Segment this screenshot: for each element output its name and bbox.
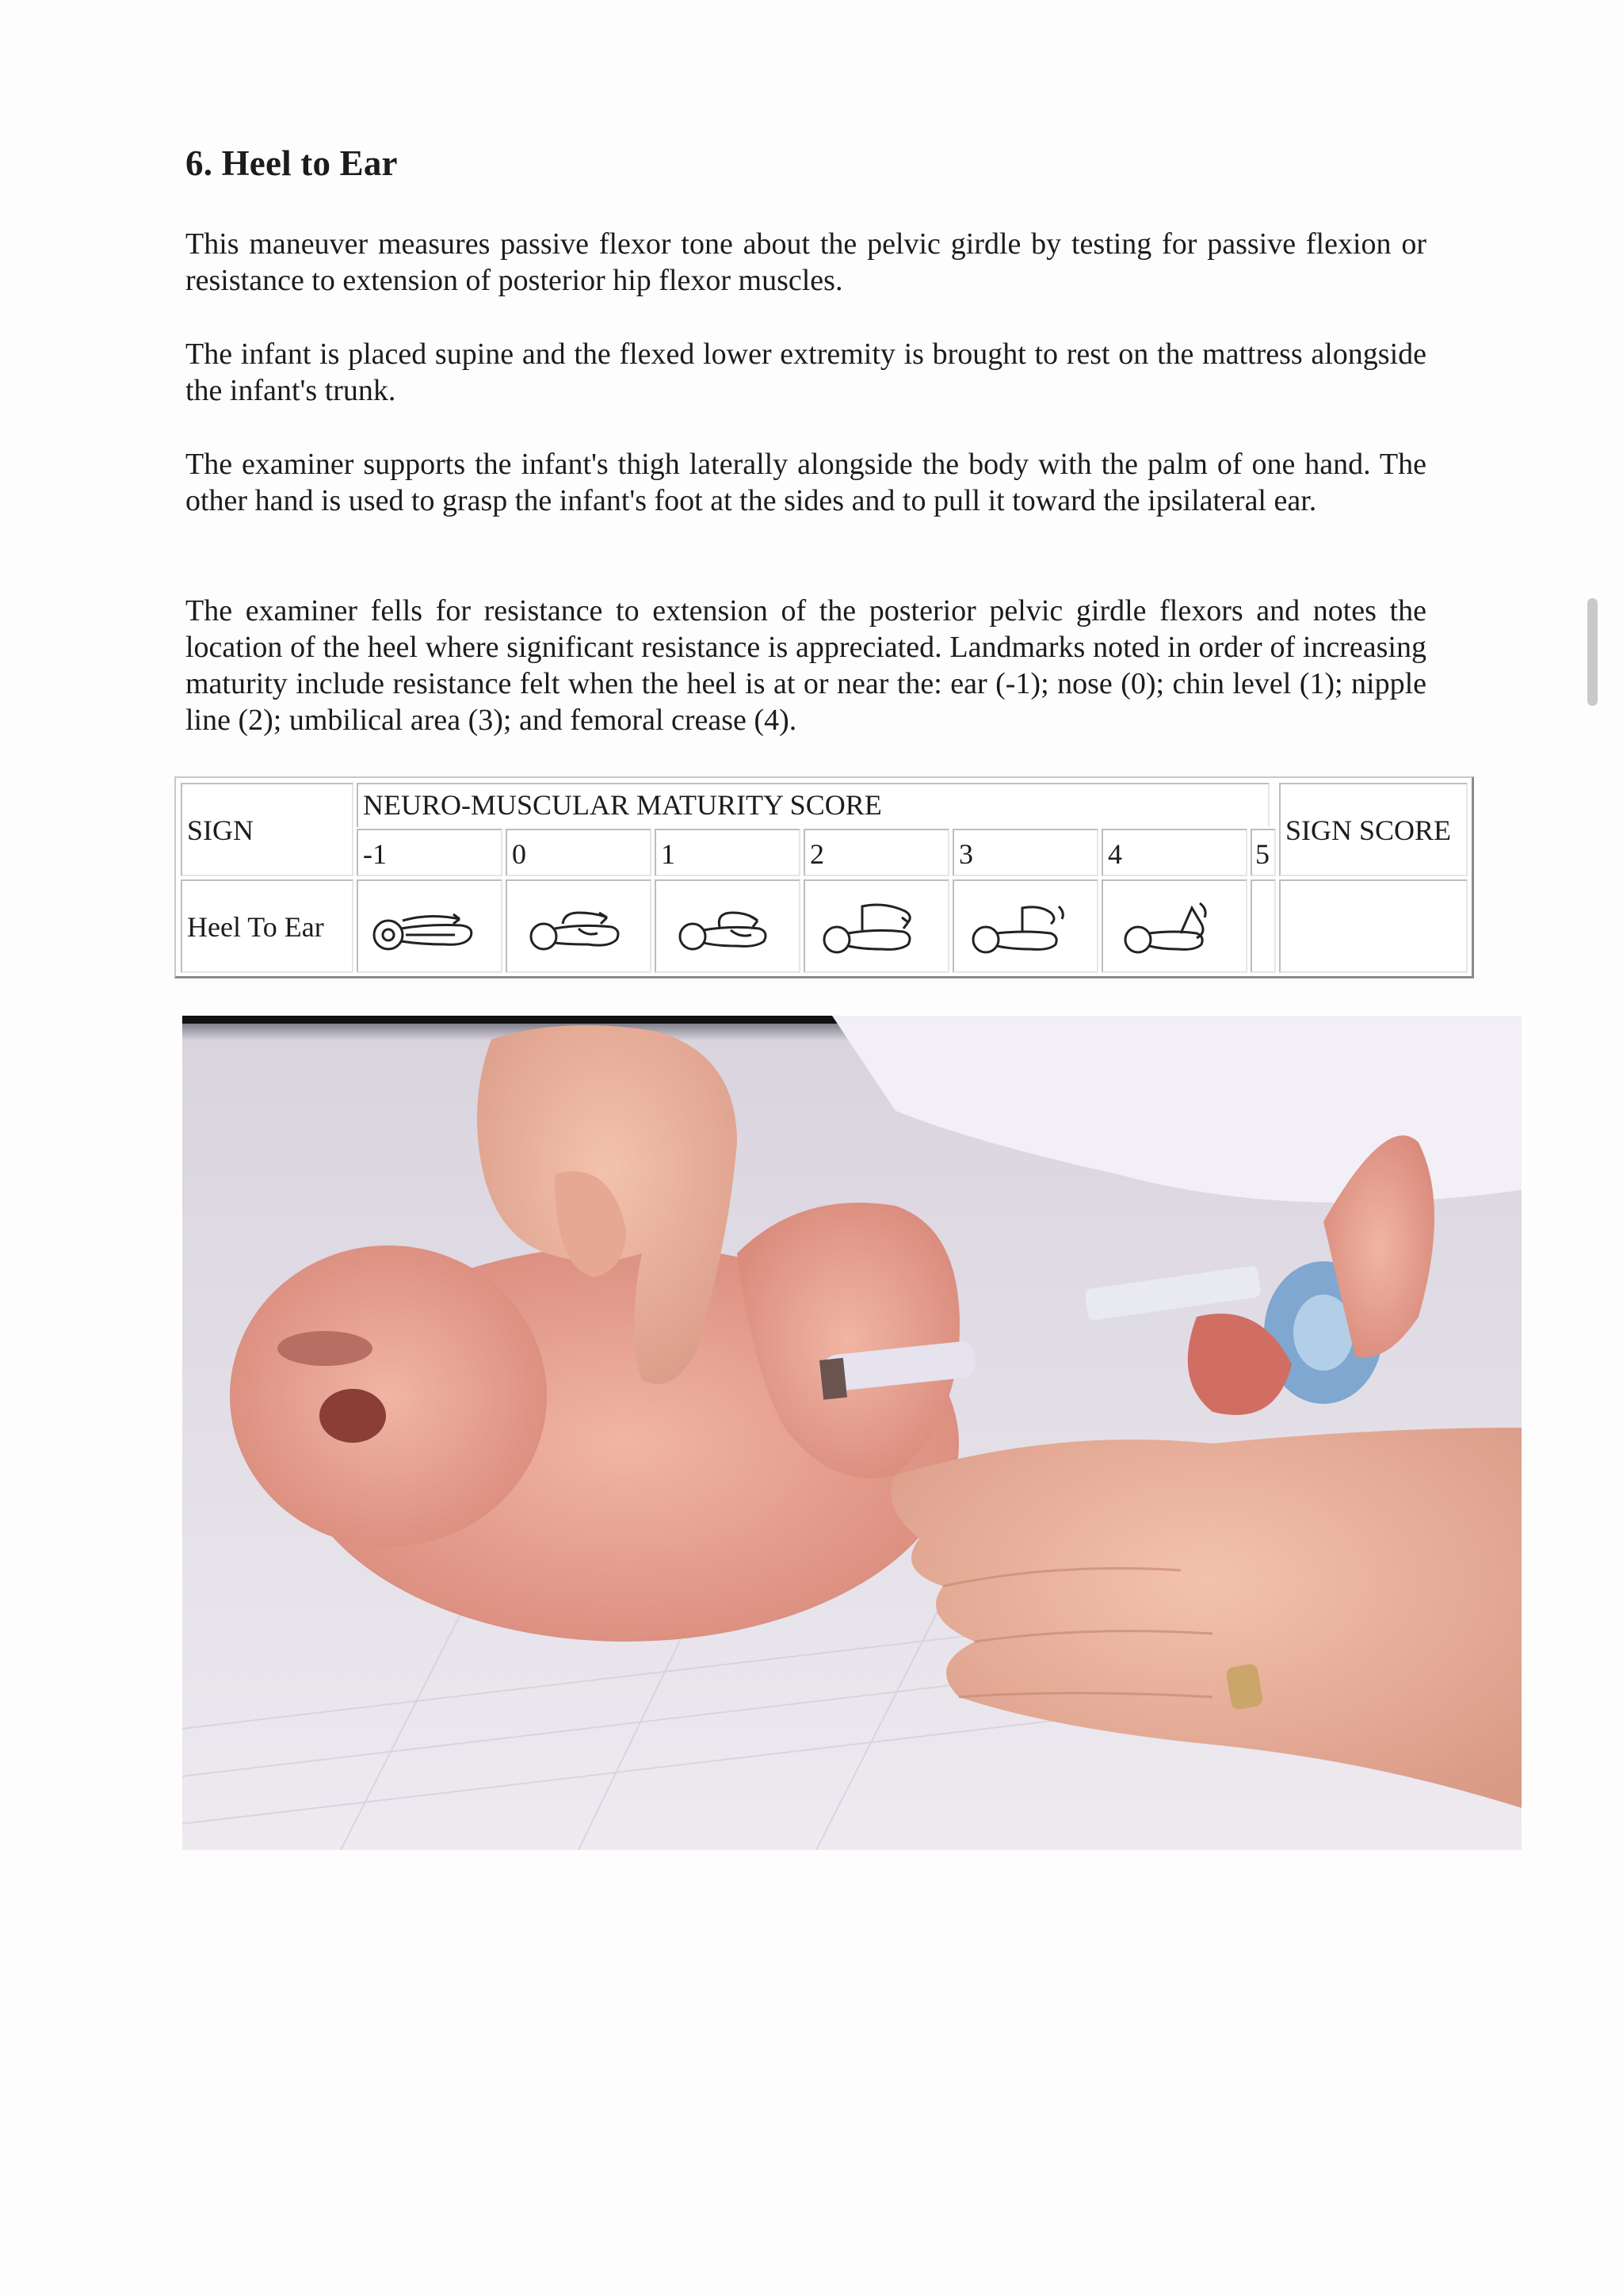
score-header-3 <box>953 829 1098 876</box>
score-header-4 <box>1102 829 1247 876</box>
diagram-cell-4 <box>1102 879 1247 973</box>
heel-to-ear-diagram-1-icon <box>664 889 791 965</box>
sign-header: SIGN <box>187 814 254 846</box>
sign-score-value-cell <box>1279 879 1468 973</box>
score-header-2 <box>804 829 949 876</box>
infant-heel-to-ear-photo <box>182 1016 1522 1850</box>
score-header-1 <box>655 829 800 876</box>
paragraph-2: The infant is placed supine and the flexed lower extremity is brought to rest on the mattress alongside the infant's trunk. <box>185 338 1426 407</box>
photo-illustration <box>182 1016 1522 1850</box>
neuro-muscular-header-cell <box>357 783 1270 827</box>
row-label-cell <box>181 879 353 973</box>
row-label: Heel To Ear <box>187 911 324 943</box>
diagram-cell-3 <box>953 879 1098 973</box>
sign-score-header: SIGN SCORE <box>1285 814 1452 846</box>
score-label: 1 <box>661 838 675 870</box>
vertical-scrollbar[interactable] <box>1587 598 1598 706</box>
maturity-score-table <box>174 776 1474 978</box>
diagram-cell-0 <box>506 879 651 973</box>
heel-to-ear-diagram-minus1-icon <box>366 889 493 965</box>
score-header-0 <box>506 829 651 876</box>
score-label: 5 <box>1255 838 1270 870</box>
score-header-5 <box>1251 829 1276 876</box>
heel-to-ear-diagram-2-icon <box>813 889 940 965</box>
diagram-cell-1 <box>655 879 800 973</box>
score-label: 0 <box>512 838 526 870</box>
heel-to-ear-diagram-3-icon <box>962 889 1089 965</box>
paragraph-4: The examiner fells for resistance to extension of the posterior pelvic girdle flexors and notes the location of the heel where significant resistance is appreciated. Landmarks noted in order of increasing maturity include resistance felt when the heel is at or near the: ear (-1); nose (0); chin level (1); nipple line (2); umbilical area (3); and femoral crease (4). <box>185 594 1426 737</box>
sign-score-header-cell <box>1279 783 1468 876</box>
heel-to-ear-diagram-4-icon <box>1111 889 1238 965</box>
neuro-muscular-header: NEURO-MUSCULAR MATURITY SCORE <box>363 789 882 821</box>
score-header-minus1 <box>357 829 502 876</box>
score-label: -1 <box>363 838 387 870</box>
section-heading: 6. Heel to Ear <box>185 143 398 183</box>
score-label: 4 <box>1108 838 1122 870</box>
score-label: 2 <box>810 838 824 870</box>
score-label: 3 <box>959 838 973 870</box>
paragraph-3: The examiner supports the infant's thigh laterally alongside the body with the palm of one hand. The other hand is used to grasp the infant's foot at the sides and to pull it toward the ipsilateral ear. <box>185 448 1426 517</box>
paragraph-1: This maneuver measures passive flexor tone about the pelvic girdle by testing for passive flexion or resistance to extension of posterior hip flexor muscles. <box>185 227 1426 297</box>
diagram-cell-5 <box>1251 879 1276 973</box>
sign-header-cell <box>181 783 353 876</box>
heel-to-ear-diagram-0-icon <box>515 889 642 965</box>
diagram-cell-2 <box>804 879 949 973</box>
diagram-cell-minus1 <box>357 879 502 973</box>
